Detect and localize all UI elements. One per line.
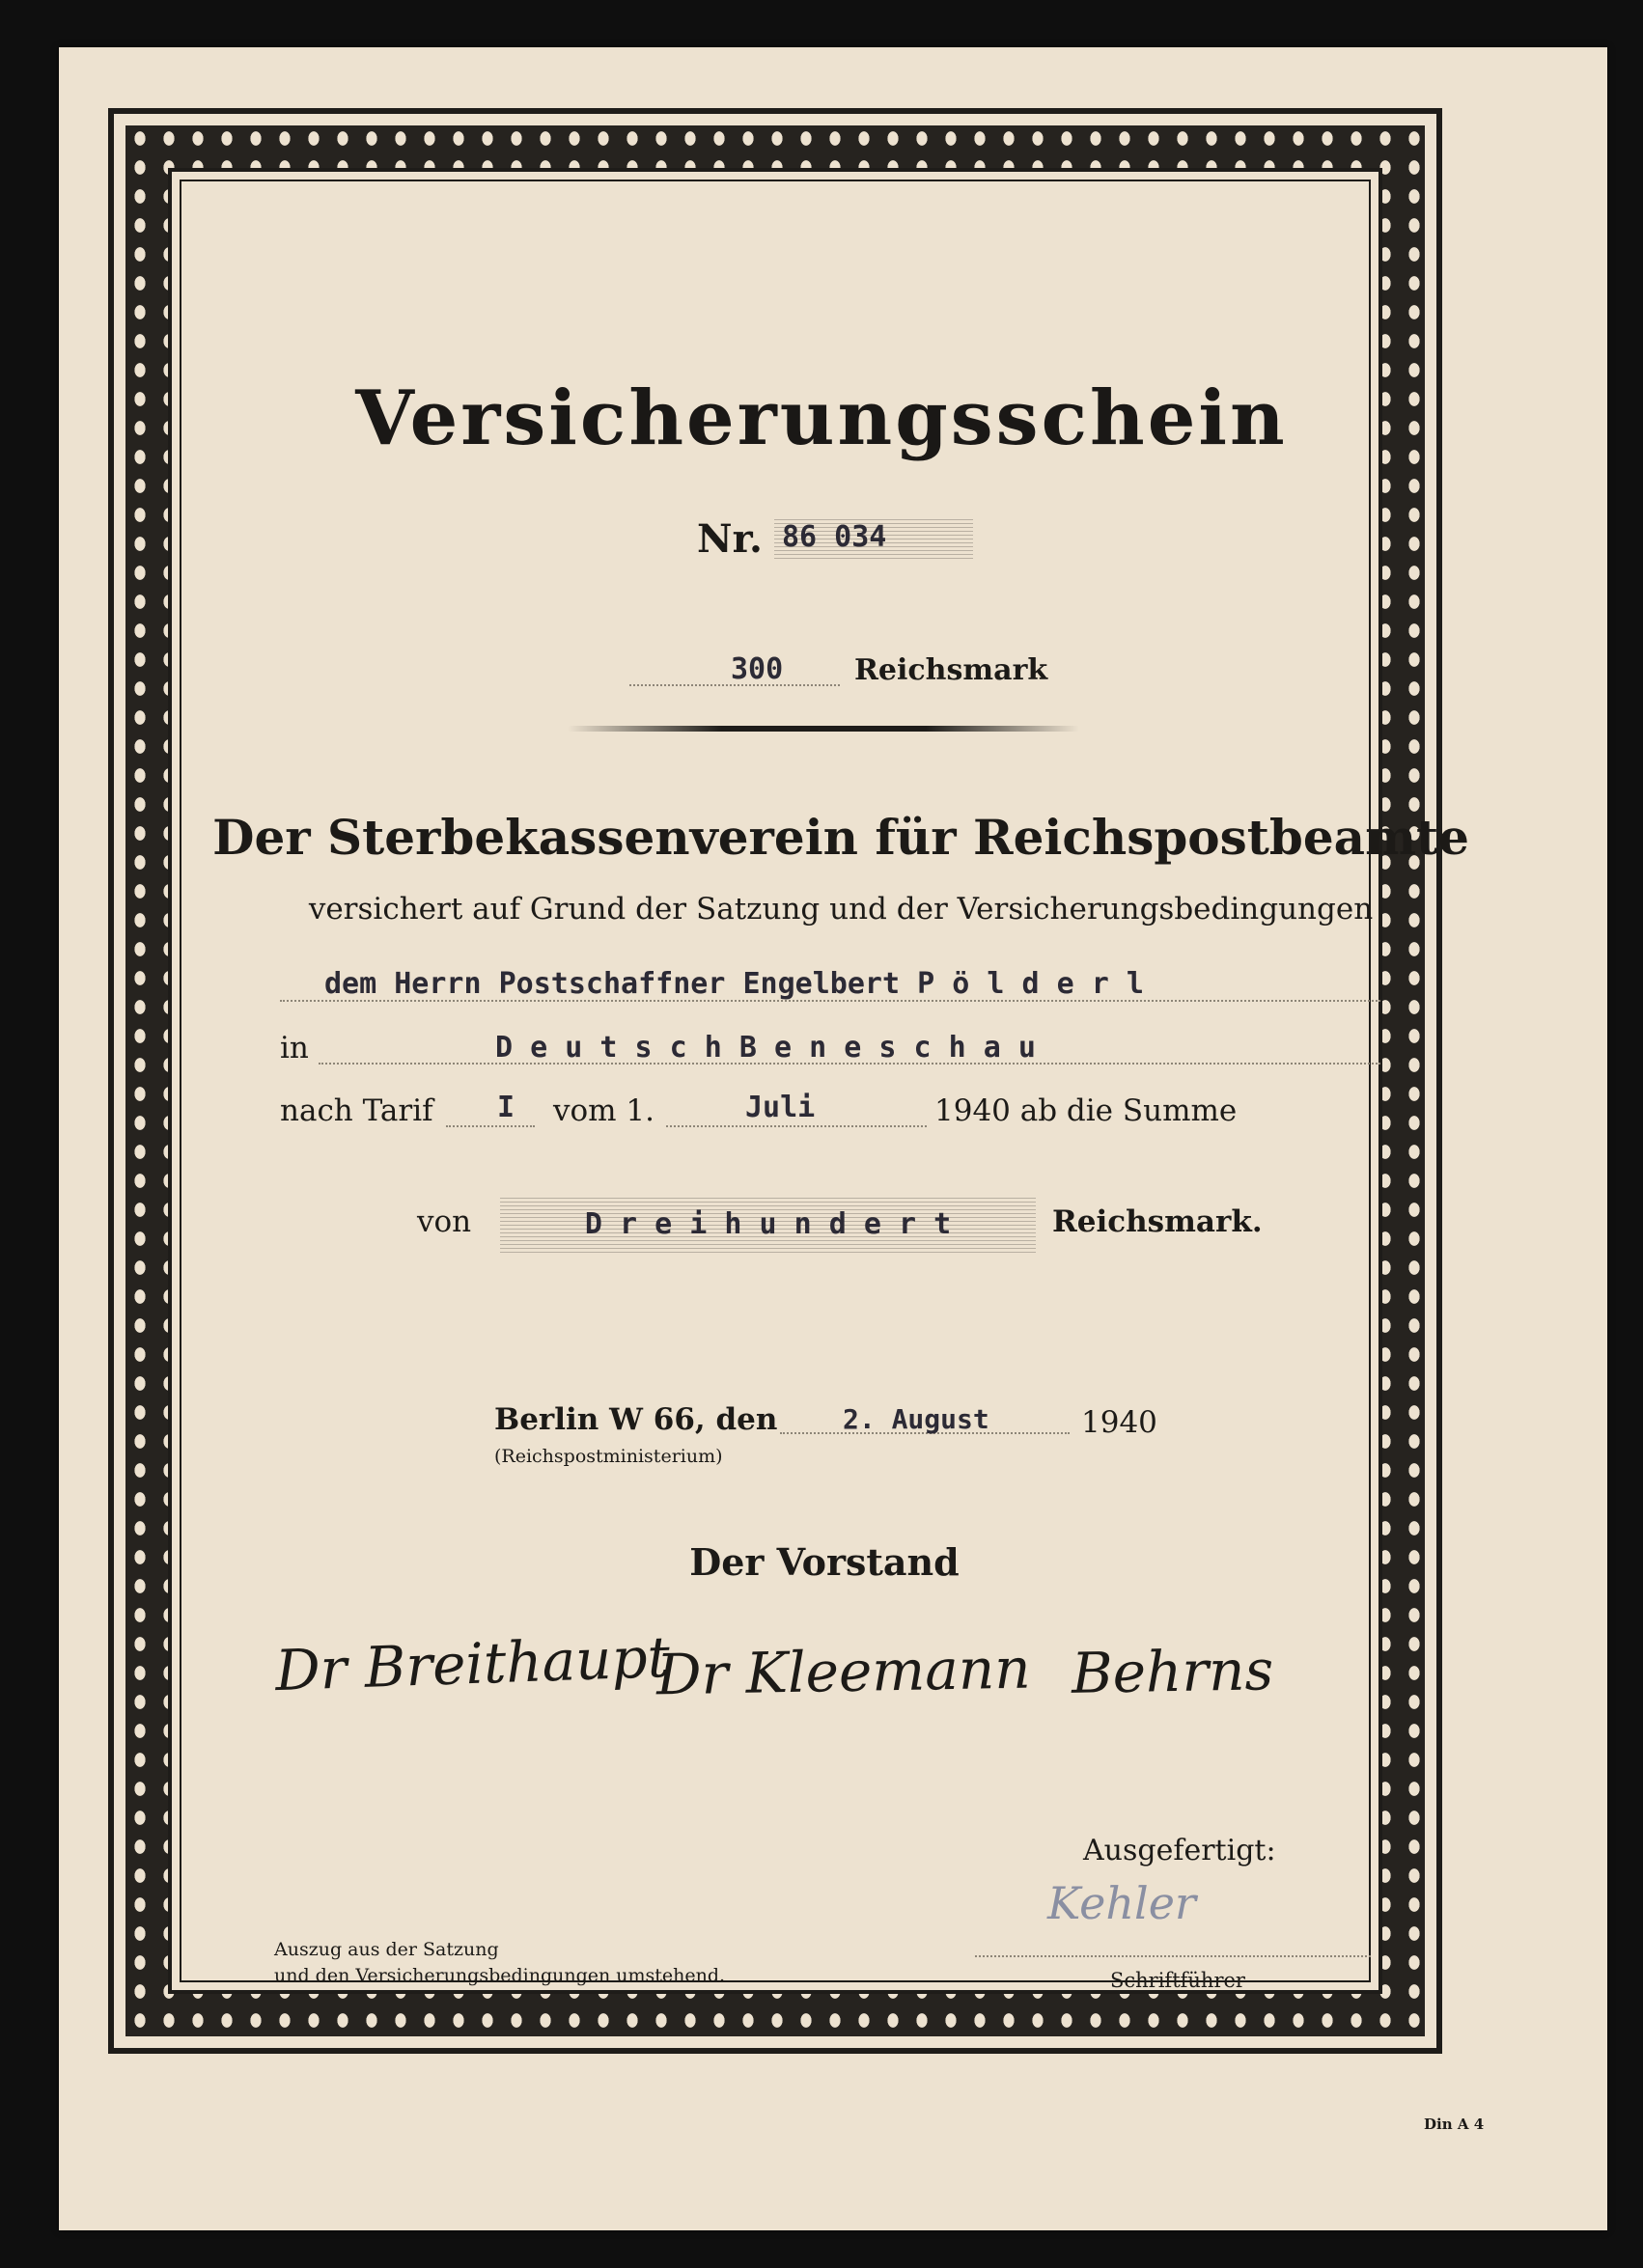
sum-in-words: D r e i h u n d e r t	[500, 1197, 1036, 1253]
certificate-title: Versicherungsschein	[355, 374, 1288, 462]
in-label: in	[280, 1031, 309, 1065]
location: D e u t s c h B e n e s c h a u	[495, 1031, 1036, 1065]
secretary-dotline	[975, 1955, 1371, 1957]
tariff-dotline	[446, 1125, 535, 1127]
insurer-name: Der Sterbekassenverein für Reichspostbeamte	[212, 809, 1469, 866]
amount-value: 300	[731, 652, 784, 686]
vom-label: vom 1.	[553, 1093, 655, 1128]
insures-text: versichert auf Grund der Satzung und der Versicherungsbedingungen	[308, 892, 1374, 927]
number-label: Nr.	[697, 516, 763, 562]
issue-date: 2. August	[843, 1403, 989, 1435]
footnote-line-1: Auszug aus der Satzung	[274, 1939, 499, 1960]
signature-2: Dr Kleemann	[655, 1635, 1032, 1708]
divider-rule	[568, 726, 1079, 732]
sum-unit: Reichsmark.	[1052, 1204, 1263, 1239]
footnote-line-2: und den Versicherungsbedingungen umstehend.	[274, 1965, 726, 1986]
von-label: von	[417, 1204, 472, 1239]
board-heading: Der Vorstand	[689, 1540, 960, 1584]
month-dotline	[666, 1125, 927, 1127]
amount-unit: Reichsmark	[854, 653, 1048, 687]
certificate-number: 86 034	[774, 516, 973, 559]
paper-format-mark: Din A 4	[1424, 2116, 1485, 2133]
secretary-signature: Kehler	[1047, 1877, 1196, 1929]
signature-3: Behrns	[1071, 1637, 1274, 1706]
ministry-note: (Reichspostministerium)	[494, 1446, 723, 1467]
start-month: Juli	[745, 1091, 816, 1124]
tariff-value: I	[497, 1091, 515, 1124]
insured-person: dem Herrn Postschaffner Engelbert P ö l d e r l	[324, 967, 1144, 1001]
tariff-label: nach Tarif	[280, 1093, 433, 1128]
signature-1: Dr Breithaupt	[273, 1623, 671, 1704]
issue-year: 1940	[1081, 1405, 1157, 1440]
issued-label: Ausgefertigt:	[1083, 1834, 1276, 1867]
start-year-text: 1940 ab die Summe	[934, 1093, 1238, 1128]
place-date-label: Berlin W 66, den	[494, 1402, 778, 1437]
secretary-label: Schriftführer	[1110, 1969, 1245, 1992]
